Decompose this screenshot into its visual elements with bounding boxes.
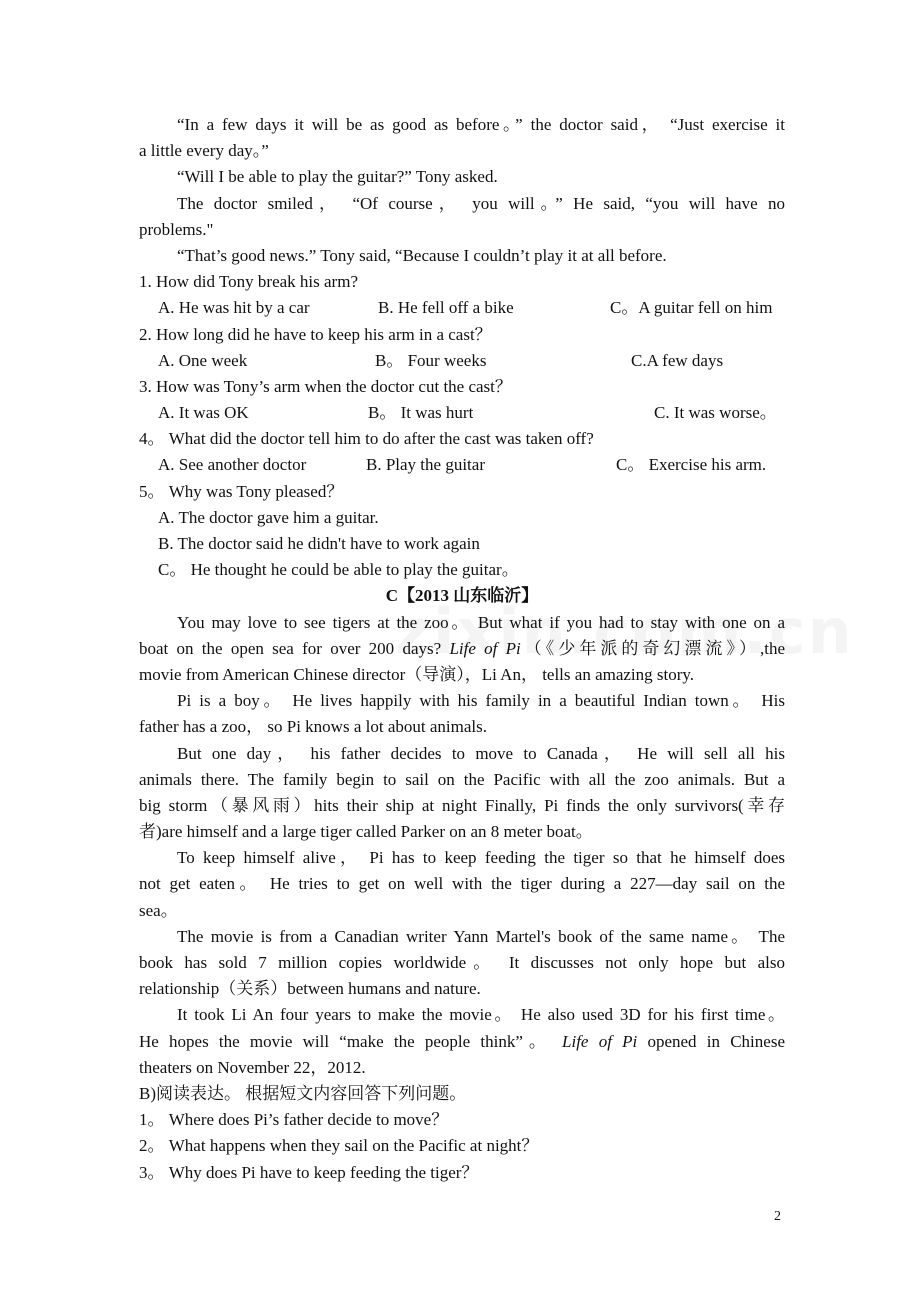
option-b: B。 It was hurt — [368, 403, 474, 423]
page-number: 2 — [774, 1209, 781, 1224]
option-a: A. See another doctor — [158, 455, 307, 475]
passage-line — [139, 1029, 785, 1055]
passage-line: animals there. The family begin to sail on the Pacific with all the zoo animals. But a — [139, 769, 785, 789]
passage-line: But one day， his father decides to move to Canada， He will sell all his — [177, 743, 785, 763]
option-a: A. It was OK — [158, 403, 249, 423]
passage-line: movie from American Chinese director（导演），Li An， tells an amazing story. — [139, 664, 695, 684]
dialogue-line-1: “In a few days it will be as good as before。” the doctor said， “Just exercise it — [177, 115, 785, 134]
passage-text: opened in Chinese — [647, 1031, 785, 1051]
option-b: B。 Four weeks — [375, 350, 487, 370]
passage-line: To keep himself alive， Pi has to keep feeding the tiger so that he himself does — [177, 848, 785, 868]
part-b-question-1: 1。 Where does Pi’s father decide to move？ — [139, 1110, 449, 1130]
section-source: 【2013 山东临沂】 — [398, 586, 539, 606]
option-c: C。A guitar fell on him — [610, 298, 773, 318]
option-a: A. He was hit by a car — [158, 298, 310, 318]
question-3: 3. How was Tony’s arm when the doctor cut the cast？ — [139, 376, 512, 396]
passage-line: father has a zoo， so Pi knows a lot about animals. — [139, 717, 487, 737]
section-c-heading — [139, 583, 785, 609]
passage-line: 者)are himself and a large tiger called Parker on an 8 meter boat。 — [139, 822, 593, 842]
options-2 — [139, 348, 785, 374]
option-a: A. One week — [158, 350, 248, 370]
question-4: 4。 What did the doctor tell him to do after the cast was taken off? — [139, 429, 594, 449]
q5-option-b: B. The doctor said he didn't have to work again — [158, 534, 480, 553]
passage-line: not get eaten。 He tries to get on well with the tiger during a 227—day sail on the — [139, 874, 785, 894]
question-1: 1. How did Tony break his arm? — [139, 272, 358, 292]
passage-text: boat on the open sea for over 200 days? — [139, 638, 442, 658]
dialogue-line-2: a little every day。” — [139, 141, 269, 161]
passage-line: book has sold 7 million copies worldwide。 It discusses not only hope but also — [139, 953, 785, 972]
passage-line: sea。 — [139, 900, 178, 920]
dialogue-line-3: “Will I be able to play the guitar?” Tony asked. — [177, 167, 498, 187]
passage-line: It took Li An four years to make the movie。 He also used 3D for his first time。 — [177, 1005, 785, 1025]
movie-title: Life of Pi — [562, 1031, 638, 1051]
passage-line: relationship（关系）between humans and nature. — [139, 979, 481, 999]
movie-title: Life of Pi — [449, 638, 521, 658]
passage-text: （《少年派的奇幻漂流》）,the — [520, 638, 785, 658]
option-b: B. He fell off a bike — [378, 298, 514, 318]
options-4 — [139, 452, 785, 478]
q5-option-a: A. The doctor gave him a guitar. — [158, 507, 379, 527]
question-5: 5。 Why was Tony pleased？ — [139, 481, 344, 501]
dialogue-line-5: problems." — [139, 219, 214, 239]
q5-option-c: C。 He thought he could be able to play the guitar。 — [158, 560, 519, 580]
part-b-question-2: 2。 What happens when they sail on the Pacific at night？ — [139, 1136, 539, 1156]
option-c: C. It was worse。 — [654, 403, 777, 423]
passage-line: You may love to see tigers at the zoo。 But what if you had to stay with one on a — [177, 612, 785, 632]
part-b-heading: B)阅读表达。 根据短文内容回答下列问题。 — [139, 1083, 467, 1103]
passage-text: He hopes the movie will “make the people think”。 — [139, 1031, 552, 1051]
passage-line: Pi is a boy。 He lives happily with his family in a beautiful Indian town。 His — [177, 691, 785, 711]
passage-line: theaters on November 22，2012. — [139, 1057, 366, 1077]
section-letter: C — [385, 586, 399, 606]
dialogue-line-4: The doctor smiled， “Of course， you will。” He said, “you will have no — [177, 193, 785, 213]
options-3 — [139, 400, 785, 426]
option-b: B. Play the guitar — [366, 455, 485, 475]
document-page — [139, 112, 785, 1186]
options-1 — [139, 295, 785, 321]
option-c: C。 Exercise his arm. — [616, 455, 767, 475]
passage-line — [139, 636, 785, 662]
passage-line: The movie is from a Canadian writer Yann Martel's book of the same name。 The — [177, 926, 785, 946]
part-b-question-3: 3。 Why does Pi have to keep feeding the tiger？ — [139, 1162, 479, 1182]
dialogue-line-6: “That’s good news.” Tony said, “Because I couldn’t play it at all before. — [177, 245, 667, 265]
question-2: 2. How long did he have to keep his arm in a cast？ — [139, 324, 492, 344]
option-c: C.A few days — [631, 350, 724, 370]
passage-line: big storm（暴风雨）hits their ship at night Finally, Pi finds the only survivors(幸存 — [139, 795, 785, 815]
